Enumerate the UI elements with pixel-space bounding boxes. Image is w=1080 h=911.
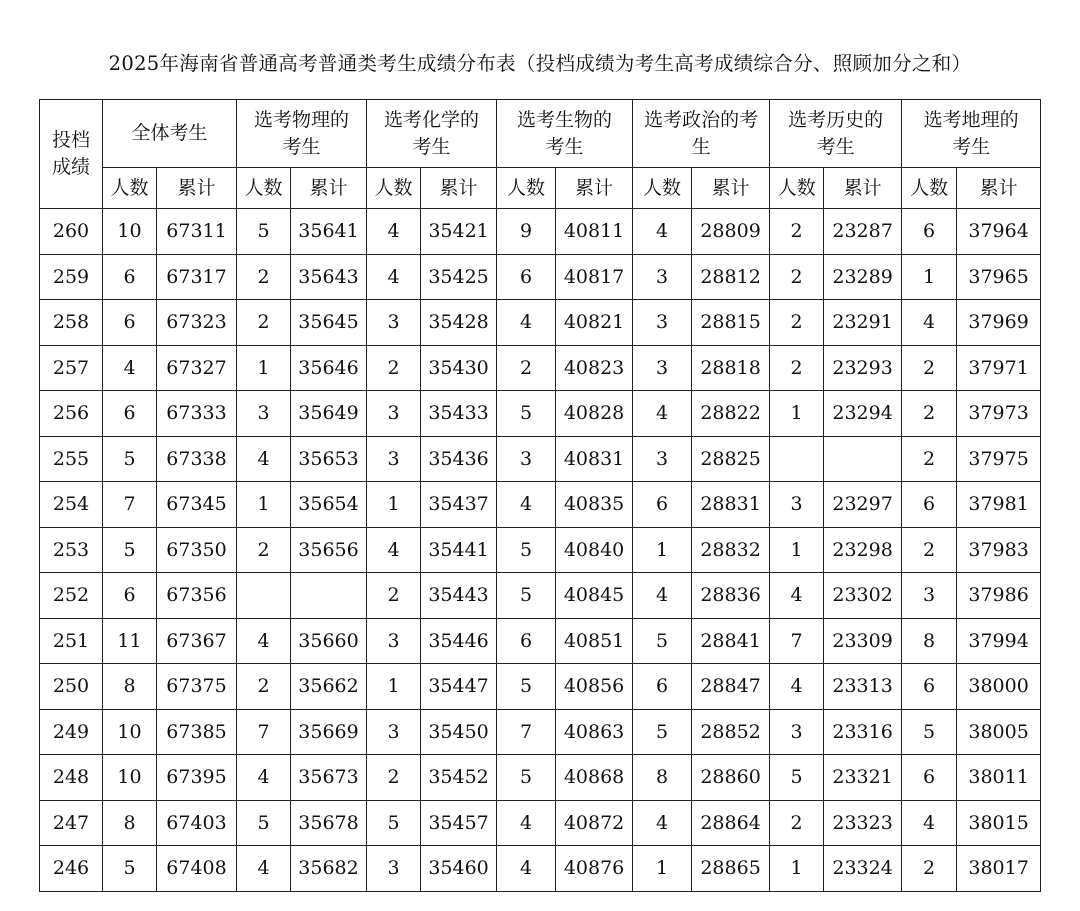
cumulative-cell: 67356 <box>157 573 237 619</box>
count-cell: 3 <box>367 436 421 482</box>
cumulative-cell: 37994 <box>957 618 1041 664</box>
count-cell: 2 <box>770 800 824 846</box>
count-column-header: 人数 <box>237 168 291 209</box>
cumulative-cell: 28832 <box>692 527 770 573</box>
cumulative-cell: 40863 <box>556 709 633 755</box>
count-cell: 8 <box>103 800 157 846</box>
group-header-line1: 选考生物的 <box>517 108 613 131</box>
cumulative-cell: 35678 <box>291 800 367 846</box>
count-cell: 1 <box>237 345 291 391</box>
count-cell: 5 <box>103 436 157 482</box>
cumulative-cell: 35441 <box>421 527 497 573</box>
cumulative-cell <box>291 573 367 619</box>
cumulative-cell: 35447 <box>421 664 497 710</box>
count-cell: 2 <box>902 345 957 391</box>
count-cell: 5 <box>497 527 556 573</box>
score-header-line2: 成绩 <box>51 156 90 178</box>
count-cell: 6 <box>497 618 556 664</box>
count-cell: 6 <box>103 254 157 300</box>
cumulative-cell: 28864 <box>692 800 770 846</box>
cumulative-cell: 37986 <box>957 573 1041 619</box>
cumulative-cell: 35669 <box>291 709 367 755</box>
count-cell: 5 <box>633 618 692 664</box>
cumulative-cell: 23309 <box>824 618 902 664</box>
group-header <box>633 100 770 168</box>
count-cell: 5 <box>497 664 556 710</box>
count-cell: 3 <box>367 618 421 664</box>
cumulative-cell: 35437 <box>421 482 497 528</box>
cumulative-cell: 23287 <box>824 209 902 255</box>
count-cell: 2 <box>497 345 556 391</box>
cumulative-cell: 67375 <box>157 664 237 710</box>
cumulative-cell: 40868 <box>556 755 633 801</box>
cumulative-cell: 67367 <box>157 618 237 664</box>
cumulative-cell: 35430 <box>421 345 497 391</box>
count-cell: 1 <box>902 254 957 300</box>
count-column-header: 人数 <box>902 168 957 209</box>
score-cell: 246 <box>40 846 103 892</box>
cumulative-cell: 28865 <box>692 846 770 892</box>
count-column-header: 人数 <box>103 168 157 209</box>
cumulative-cell: 37973 <box>957 391 1041 437</box>
cumulative-cell: 35460 <box>421 846 497 892</box>
cumulative-cell: 40845 <box>556 573 633 619</box>
cumulative-cell: 23297 <box>824 482 902 528</box>
cumulative-cell: 35446 <box>421 618 497 664</box>
count-cell: 8 <box>902 618 957 664</box>
count-cell: 2 <box>902 846 957 892</box>
cumulative-cell: 35457 <box>421 800 497 846</box>
cumulative-cell: 37981 <box>957 482 1041 528</box>
count-cell: 6 <box>902 482 957 528</box>
count-cell: 9 <box>497 209 556 255</box>
cumulative-cell: 23316 <box>824 709 902 755</box>
cumulative-column-header: 累计 <box>421 168 497 209</box>
cumulative-cell: 28836 <box>692 573 770 619</box>
cumulative-column-header: 累计 <box>291 168 367 209</box>
cumulative-cell: 23291 <box>824 300 902 346</box>
table-row <box>40 345 1041 391</box>
count-cell: 4 <box>633 391 692 437</box>
count-cell: 10 <box>103 709 157 755</box>
count-cell: 10 <box>103 755 157 801</box>
table-body <box>40 209 1041 892</box>
cumulative-cell: 28822 <box>692 391 770 437</box>
count-cell: 4 <box>497 846 556 892</box>
cumulative-cell: 38015 <box>957 800 1041 846</box>
table-row <box>40 300 1041 346</box>
count-cell: 1 <box>237 482 291 528</box>
score-cell: 247 <box>40 800 103 846</box>
table-row <box>40 391 1041 437</box>
count-cell: 5 <box>633 709 692 755</box>
count-cell: 5 <box>497 755 556 801</box>
group-header-line2: 考生 <box>816 135 855 158</box>
cumulative-column-header: 累计 <box>824 168 902 209</box>
table-title: 2025年海南省普通高考普通类考生成绩分布表（投档成绩为考生高考成绩综合分、照顾加分之和） <box>108 52 972 75</box>
count-cell: 4 <box>902 300 957 346</box>
count-cell: 4 <box>367 527 421 573</box>
table-row <box>40 527 1041 573</box>
count-cell: 4 <box>770 664 824 710</box>
table-row <box>40 846 1041 892</box>
cumulative-cell: 35653 <box>291 436 367 482</box>
cumulative-cell: 40823 <box>556 345 633 391</box>
count-cell: 1 <box>367 664 421 710</box>
count-column-header: 人数 <box>497 168 556 209</box>
header-row-subcolumns <box>40 168 1041 209</box>
score-header-line1: 投档 <box>51 129 90 151</box>
group-header-line1: 选考物理的 <box>254 108 350 131</box>
cumulative-cell: 28831 <box>692 482 770 528</box>
cumulative-cell: 35645 <box>291 300 367 346</box>
cumulative-cell: 37965 <box>957 254 1041 300</box>
count-cell: 5 <box>770 755 824 801</box>
cumulative-cell: 67311 <box>157 209 237 255</box>
count-cell: 3 <box>770 709 824 755</box>
count-cell: 4 <box>902 800 957 846</box>
group-header <box>770 100 902 168</box>
count-cell: 3 <box>902 573 957 619</box>
cumulative-column-header: 累计 <box>957 168 1041 209</box>
header-row-groups <box>40 100 1041 168</box>
count-cell: 4 <box>367 254 421 300</box>
cumulative-cell: 23298 <box>824 527 902 573</box>
cumulative-cell: 38000 <box>957 664 1041 710</box>
count-cell: 6 <box>103 300 157 346</box>
count-cell: 2 <box>367 345 421 391</box>
count-cell: 1 <box>770 391 824 437</box>
group-header <box>902 100 1041 168</box>
count-cell: 6 <box>633 482 692 528</box>
count-cell: 8 <box>103 664 157 710</box>
cumulative-cell: 28818 <box>692 345 770 391</box>
cumulative-cell: 67350 <box>157 527 237 573</box>
cumulative-cell: 40872 <box>556 800 633 846</box>
count-cell: 2 <box>237 254 291 300</box>
cumulative-cell: 40831 <box>556 436 633 482</box>
cumulative-cell: 37969 <box>957 300 1041 346</box>
cumulative-cell: 35660 <box>291 618 367 664</box>
cumulative-cell: 37983 <box>957 527 1041 573</box>
table-row <box>40 436 1041 482</box>
cumulative-cell: 40851 <box>556 618 633 664</box>
count-cell: 2 <box>902 391 957 437</box>
group-header <box>103 100 237 168</box>
table-row <box>40 755 1041 801</box>
count-cell: 2 <box>237 664 291 710</box>
cumulative-cell: 67317 <box>157 254 237 300</box>
score-cell: 256 <box>40 391 103 437</box>
group-header-line1: 选考政治的考 <box>644 108 759 131</box>
score-cell: 259 <box>40 254 103 300</box>
table-row <box>40 800 1041 846</box>
cumulative-cell: 35662 <box>291 664 367 710</box>
cumulative-cell: 40828 <box>556 391 633 437</box>
count-cell: 3 <box>633 436 692 482</box>
count-cell: 5 <box>497 391 556 437</box>
count-cell: 4 <box>237 755 291 801</box>
group-header-line2: 考生 <box>412 135 451 158</box>
cumulative-column-header: 累计 <box>692 168 770 209</box>
cumulative-cell: 28812 <box>692 254 770 300</box>
score-cell: 257 <box>40 345 103 391</box>
cumulative-cell: 38011 <box>957 755 1041 801</box>
count-cell: 4 <box>237 846 291 892</box>
cumulative-cell <box>824 436 902 482</box>
cumulative-cell: 67327 <box>157 345 237 391</box>
score-cell: 253 <box>40 527 103 573</box>
count-cell: 3 <box>633 300 692 346</box>
cumulative-cell: 35443 <box>421 573 497 619</box>
count-cell: 2 <box>902 436 957 482</box>
cumulative-cell: 23294 <box>824 391 902 437</box>
count-cell: 7 <box>103 482 157 528</box>
cumulative-cell: 40856 <box>556 664 633 710</box>
table-row <box>40 209 1041 255</box>
cumulative-column-header: 累计 <box>556 168 633 209</box>
count-cell: 2 <box>237 300 291 346</box>
count-cell: 3 <box>497 436 556 482</box>
cumulative-cell: 35641 <box>291 209 367 255</box>
cumulative-cell: 28815 <box>692 300 770 346</box>
count-cell: 4 <box>633 573 692 619</box>
cumulative-cell: 40821 <box>556 300 633 346</box>
group-header-line1: 选考化学的 <box>384 108 480 131</box>
score-cell: 258 <box>40 300 103 346</box>
cumulative-cell: 67338 <box>157 436 237 482</box>
cumulative-cell: 35421 <box>421 209 497 255</box>
cumulative-cell: 28847 <box>692 664 770 710</box>
count-cell: 3 <box>367 391 421 437</box>
count-cell: 6 <box>103 573 157 619</box>
cumulative-cell: 35643 <box>291 254 367 300</box>
group-header <box>367 100 497 168</box>
cumulative-cell: 35673 <box>291 755 367 801</box>
table-row <box>40 618 1041 664</box>
count-cell: 3 <box>237 391 291 437</box>
count-cell: 3 <box>367 846 421 892</box>
score-distribution-table <box>39 99 1041 892</box>
count-cell: 4 <box>633 800 692 846</box>
cumulative-cell: 40811 <box>556 209 633 255</box>
count-cell: 5 <box>367 800 421 846</box>
cumulative-cell: 38005 <box>957 709 1041 755</box>
group-header-line1: 选考地理的 <box>923 108 1019 131</box>
group-header <box>497 100 633 168</box>
table-row <box>40 482 1041 528</box>
cumulative-cell: 35428 <box>421 300 497 346</box>
cumulative-cell: 67408 <box>157 846 237 892</box>
cumulative-cell: 23293 <box>824 345 902 391</box>
cumulative-cell: 23324 <box>824 846 902 892</box>
group-header-line1: 选考历史的 <box>788 108 884 131</box>
count-cell: 6 <box>902 664 957 710</box>
cumulative-column-header: 累计 <box>157 168 237 209</box>
cumulative-cell: 23289 <box>824 254 902 300</box>
count-cell: 4 <box>497 482 556 528</box>
group-header <box>237 100 367 168</box>
cumulative-cell: 67385 <box>157 709 237 755</box>
cumulative-cell: 40817 <box>556 254 633 300</box>
cumulative-cell: 40835 <box>556 482 633 528</box>
count-column-header: 人数 <box>367 168 421 209</box>
cumulative-cell: 23302 <box>824 573 902 619</box>
cumulative-cell: 35452 <box>421 755 497 801</box>
count-cell: 1 <box>367 482 421 528</box>
table-row <box>40 573 1041 619</box>
count-cell: 7 <box>770 618 824 664</box>
table-row <box>40 254 1041 300</box>
cumulative-cell: 38017 <box>957 846 1041 892</box>
cumulative-cell: 35450 <box>421 709 497 755</box>
count-cell: 1 <box>770 527 824 573</box>
group-header-line2: 考生 <box>952 135 991 158</box>
cumulative-cell: 40840 <box>556 527 633 573</box>
table-row <box>40 664 1041 710</box>
cumulative-cell: 28860 <box>692 755 770 801</box>
count-cell: 6 <box>497 254 556 300</box>
count-cell: 5 <box>497 573 556 619</box>
count-cell: 6 <box>633 664 692 710</box>
count-cell: 6 <box>902 209 957 255</box>
count-column-header: 人数 <box>633 168 692 209</box>
cumulative-cell: 28825 <box>692 436 770 482</box>
count-cell: 4 <box>770 573 824 619</box>
count-cell: 3 <box>367 300 421 346</box>
cumulative-cell: 28852 <box>692 709 770 755</box>
cumulative-cell: 35436 <box>421 436 497 482</box>
count-cell: 7 <box>497 709 556 755</box>
cumulative-cell: 35646 <box>291 345 367 391</box>
cumulative-cell: 67403 <box>157 800 237 846</box>
count-cell: 2 <box>237 527 291 573</box>
count-cell: 2 <box>367 755 421 801</box>
count-cell: 4 <box>497 300 556 346</box>
cumulative-cell: 23313 <box>824 664 902 710</box>
count-cell: 10 <box>103 209 157 255</box>
score-cell: 254 <box>40 482 103 528</box>
cumulative-cell: 37971 <box>957 345 1041 391</box>
cumulative-cell: 23323 <box>824 800 902 846</box>
count-column-header: 人数 <box>770 168 824 209</box>
cumulative-cell: 67345 <box>157 482 237 528</box>
count-cell: 3 <box>633 254 692 300</box>
group-header-line2: 生 <box>691 135 711 158</box>
count-cell <box>770 436 824 482</box>
count-cell: 1 <box>770 846 824 892</box>
count-cell: 2 <box>770 254 824 300</box>
count-cell: 2 <box>770 209 824 255</box>
cumulative-cell: 35682 <box>291 846 367 892</box>
cumulative-cell: 37964 <box>957 209 1041 255</box>
count-cell: 4 <box>103 345 157 391</box>
count-cell <box>237 573 291 619</box>
score-cell: 252 <box>40 573 103 619</box>
count-cell: 4 <box>237 618 291 664</box>
count-cell: 2 <box>902 527 957 573</box>
group-header-line2: 考生 <box>545 135 584 158</box>
count-cell: 3 <box>633 345 692 391</box>
count-cell: 6 <box>103 391 157 437</box>
count-cell: 4 <box>633 209 692 255</box>
score-cell: 250 <box>40 664 103 710</box>
cumulative-cell: 35425 <box>421 254 497 300</box>
cumulative-cell: 35656 <box>291 527 367 573</box>
cumulative-cell: 67395 <box>157 755 237 801</box>
group-header-line2: 考生 <box>282 135 321 158</box>
cumulative-cell: 67323 <box>157 300 237 346</box>
count-cell: 2 <box>770 300 824 346</box>
count-cell: 5 <box>902 709 957 755</box>
count-cell: 3 <box>367 709 421 755</box>
score-cell: 248 <box>40 755 103 801</box>
cumulative-cell: 28841 <box>692 618 770 664</box>
count-cell: 5 <box>103 846 157 892</box>
cumulative-cell: 23321 <box>824 755 902 801</box>
score-cell: 255 <box>40 436 103 482</box>
count-cell: 4 <box>367 209 421 255</box>
cumulative-cell: 35649 <box>291 391 367 437</box>
cumulative-cell: 40876 <box>556 846 633 892</box>
cumulative-cell: 67333 <box>157 391 237 437</box>
count-cell: 11 <box>103 618 157 664</box>
cumulative-cell: 35654 <box>291 482 367 528</box>
count-cell: 7 <box>237 709 291 755</box>
count-cell: 5 <box>237 209 291 255</box>
count-cell: 3 <box>770 482 824 528</box>
table-row <box>40 709 1041 755</box>
count-cell: 8 <box>633 755 692 801</box>
cumulative-cell: 28809 <box>692 209 770 255</box>
cumulative-cell: 35433 <box>421 391 497 437</box>
count-cell: 2 <box>367 573 421 619</box>
count-cell: 5 <box>237 800 291 846</box>
score-cell: 249 <box>40 709 103 755</box>
count-cell: 4 <box>237 436 291 482</box>
count-cell: 5 <box>103 527 157 573</box>
count-cell: 1 <box>633 846 692 892</box>
count-cell: 6 <box>902 755 957 801</box>
count-cell: 1 <box>633 527 692 573</box>
score-cell: 251 <box>40 618 103 664</box>
count-cell: 4 <box>497 800 556 846</box>
cumulative-cell: 37975 <box>957 436 1041 482</box>
score-column-header <box>40 100 103 209</box>
group-header-line1: 全体考生 <box>131 122 208 144</box>
count-cell: 2 <box>770 345 824 391</box>
score-cell: 260 <box>40 209 103 255</box>
